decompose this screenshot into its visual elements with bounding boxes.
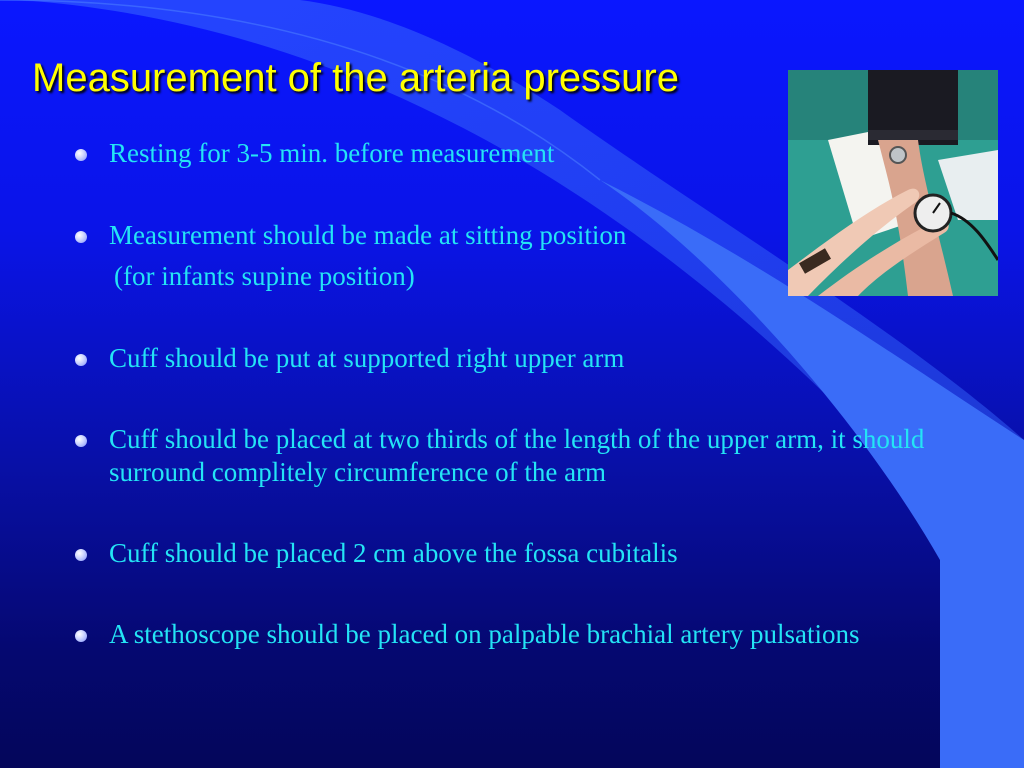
bullet-dot-icon xyxy=(75,435,87,447)
slide-title: Measurement of the arteria pressure xyxy=(32,56,679,100)
bullet-item: Resting for 3-5 min. before measurement xyxy=(109,138,555,168)
bullet-dot-icon xyxy=(75,549,87,561)
bullet-dot-icon xyxy=(75,231,87,243)
bullet-item: Cuff should be placed 2 cm above the fossa cubitalis xyxy=(109,538,678,568)
bullet-subtext: (for infants supine position) xyxy=(114,261,415,291)
bullet-dot-icon xyxy=(75,149,87,161)
bullet-item: Cuff should be placed at two thirds of the length of the upper arm, it should surround complitely circumference of the arm xyxy=(109,424,925,487)
bullet-item: A stethoscope should be placed on palpable brachial artery pulsations xyxy=(109,619,860,649)
bullet-dot-icon xyxy=(75,354,87,366)
bullet-item: Measurement should be made at sitting position xyxy=(109,220,627,250)
bullet-dot-icon xyxy=(75,630,87,642)
bullet-item: Cuff should be put at supported right upper arm xyxy=(109,343,625,373)
